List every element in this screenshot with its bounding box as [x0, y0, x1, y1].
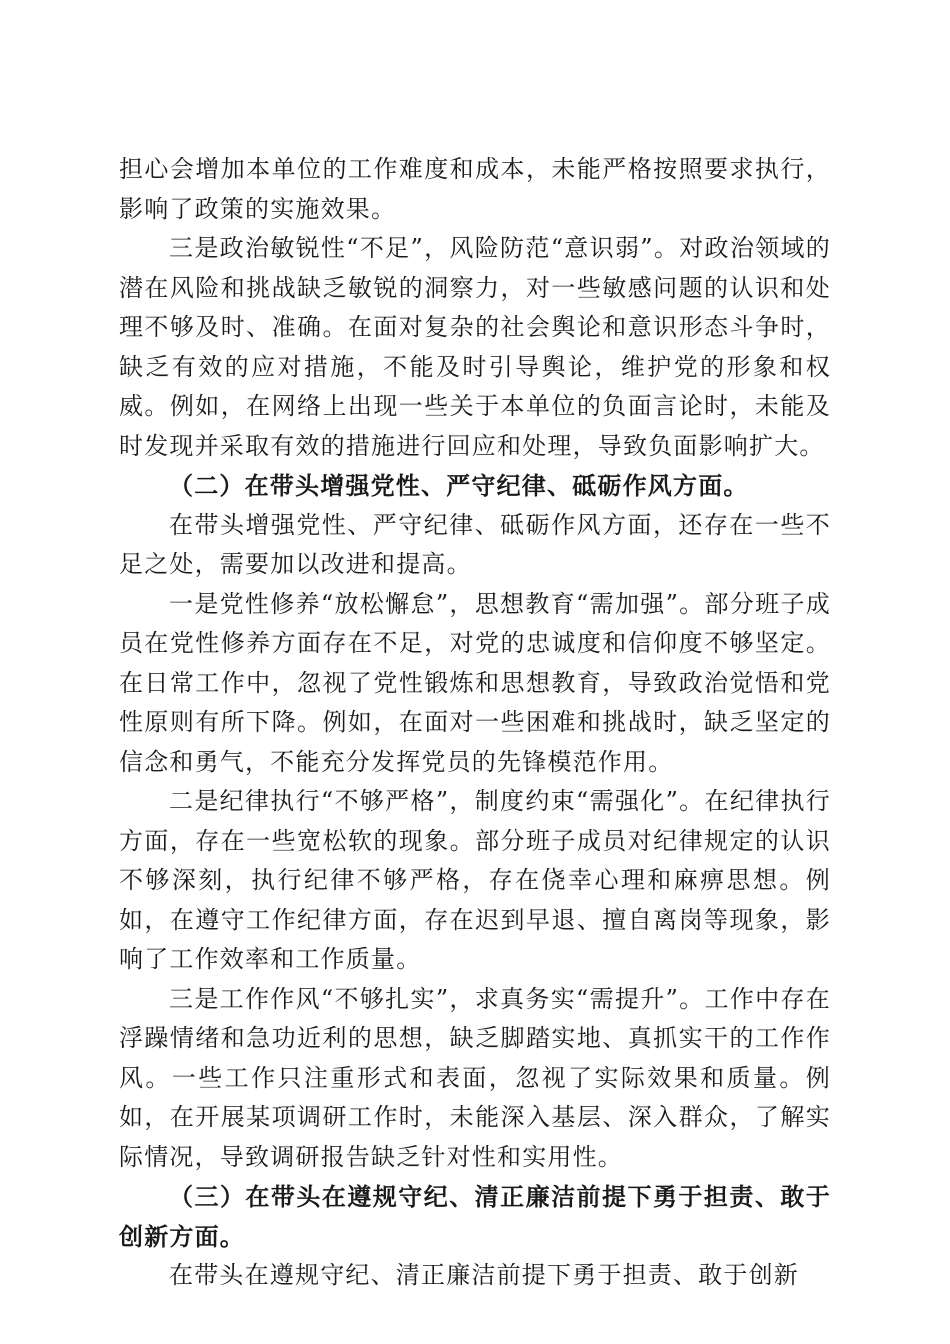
paragraph-continuation: 担心会增加本单位的工作难度和成本，未能严格按照要求执行，影响了政策的实施效果。	[119, 155, 831, 223]
paragraph-party-spirit: 一是党性修养“放松懈怠”，思想教育“需加强”。部分班子成员在党性修养方面存在不足，对党的忠诚度和信仰度不够坚定。在日常工作中，忽视了党性锻炼和思想教育，导致政治觉悟和党性原则有所下降。例如，在面对一些困难和挑战时，缺乏坚定的信念和勇气，不能充分发挥党员的先锋模范作用。	[119, 589, 831, 776]
paragraph-discipline: 二是纪律执行“不够严格”，制度约束“需强化”。在纪律执行方面，存在一些宽松软的现象。部分班子成员对纪律规定的认识不够深刻，执行纪律不够严格，存在侥幸心理和麻痹思想。例如，在遵守工作纪律方面，存在迟到早退、擅自离岗等现象，影响了工作效率和工作质量。	[119, 787, 831, 973]
section-heading-2: （二）在带头增强党性、严守纪律、砥砺作风方面。	[169, 471, 749, 500]
document-body	[119, 150, 831, 1296]
paragraph-section-3-intro: 在带头在遵规守纪、清正廉洁前提下勇于担责、敢于创新	[169, 1261, 799, 1289]
paragraph-political-sensitivity: 三是政治敏锐性“不足”，风险防范“意识弱”。对政治领域的潜在风险和挑战缺乏敏锐的洞察力，对一些敏感问题的认识和处理不够及时、准确。在面对复杂的社会舆论和意识形态斗争时，缺乏有效的应对措施，不能及时引导舆论，维护党的形象和权威。例如，在网络上出现一些关于本单位的负面言论时，未能及时发现并采取有效的措施进行回应和处理，导致负面影响扩大。	[119, 234, 831, 460]
paragraph-section-2-intro: 在带头增强党性、严守纪律、砥砺作风方面，还存在一些不足之处，需要加以改进和提高。	[119, 510, 831, 578]
paragraph-work-style: 三是工作作风“不够扎实”，求真务实“需提升”。工作中存在浮躁情绪和急功近利的思想，缺乏脚踏实地、真抓实干的工作作风。一些工作只注重形式和表面，忽视了实际效果和质量。例如，在开展某项调研工作时，未能深入基层、深入群众，了解实际情况，导致调研报告缺乏针对性和实用性。	[119, 984, 831, 1171]
section-heading-3: （三）在带头在遵规守纪、清正廉洁前提下勇于担责、敢于创新方面。	[119, 1182, 831, 1251]
